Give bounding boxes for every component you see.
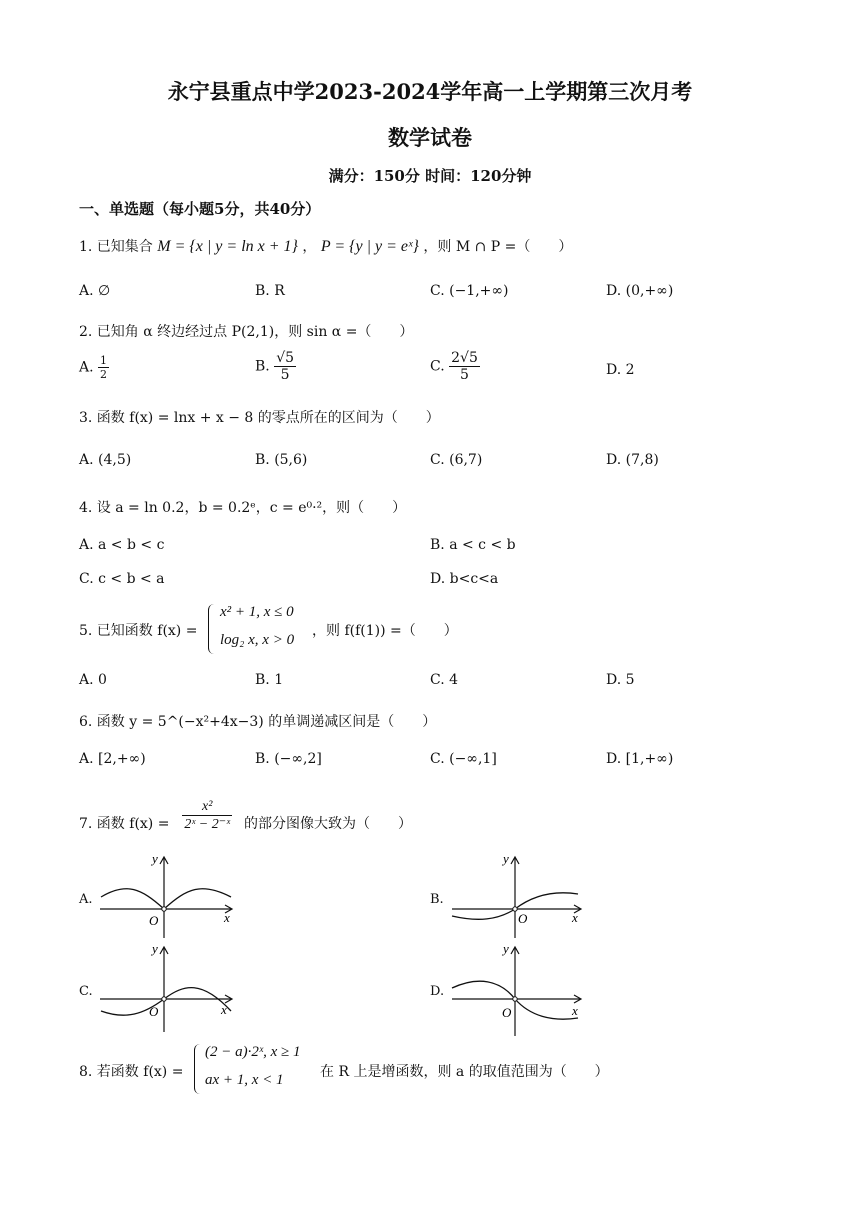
q6-option-a: A. [2,+∞) <box>79 751 146 767</box>
axis-x-label: x <box>221 1002 227 1017</box>
axis-y-label: y <box>503 941 509 956</box>
q5-option-d: D. 5 <box>606 672 635 688</box>
q2-option-b-label: B. <box>255 358 270 375</box>
q6-option-b: B. (−∞,2] <box>255 751 322 767</box>
q1-comma: ， <box>302 239 317 255</box>
q2-option-b-fraction <box>274 350 296 383</box>
q4-option-c: C. c < b < a <box>79 571 165 587</box>
q4-option-d: D. b<c<a <box>430 571 499 587</box>
question-3-stem: 3. 函数 f(x) = lnx + x − 8 的零点所在的区间为（ ） <box>79 410 440 426</box>
q2-c-denominator: 5 <box>460 367 469 383</box>
axis-x-label: x <box>224 910 230 925</box>
q2-option-b <box>255 350 296 383</box>
origin-point <box>513 997 517 1001</box>
q8-case-2: ax + 1, x < 1 <box>205 1072 284 1088</box>
q2-option-a-fraction <box>98 354 109 381</box>
q5-case-1: x² + 1, x ≤ 0 <box>220 604 294 620</box>
q1-stem-a: 1. 已知集合 <box>79 239 153 255</box>
curve-a <box>101 889 231 909</box>
origin-label: O <box>518 911 528 926</box>
q2-b-denominator: 5 <box>280 367 290 383</box>
q2-option-c <box>430 350 480 383</box>
q2-option-c-fraction <box>449 350 480 383</box>
curve-c <box>101 988 231 1016</box>
question-7-stem-b: 的部分图像大致为（ ） <box>244 816 412 832</box>
question-6-stem: 6. 函数 y = 5^(−x²+4x−3) 的单调递减区间是（ ） <box>79 714 437 730</box>
q1-option-d: D. (0,+∞) <box>606 283 674 299</box>
question-8-stem-a: 8. 若函数 f(x) = <box>79 1064 184 1080</box>
axis-y-label: y <box>152 941 158 956</box>
q7-graph-c-label: C. <box>79 984 93 999</box>
q2-option-a <box>79 354 109 381</box>
q2-option-a-label: A. <box>79 359 94 376</box>
q1-set-m: M = {x | y = ln x + 1} <box>157 238 298 255</box>
question-7-stem-a: 7. 函数 f(x) = <box>79 816 170 832</box>
q5-option-a: A. 0 <box>79 672 107 688</box>
origin-label: O <box>149 1004 159 1019</box>
q7-fraction <box>182 799 232 833</box>
q7-graph-d-label: D. <box>430 984 445 999</box>
axis-y-label: y <box>503 851 509 866</box>
q8-case-1: (2 − a)·2ˣ, x ≥ 1 <box>205 1044 301 1060</box>
question-1-stem <box>79 236 572 256</box>
q1-option-c: C. (−1,+∞) <box>430 283 509 299</box>
exam-subject: 数学试卷 <box>388 125 472 150</box>
question-5-stem-b: ，则 f(f(1)) =（ ） <box>312 623 458 639</box>
q3-option-c: C. (6,7) <box>430 452 483 468</box>
origin-label: O <box>149 913 159 928</box>
q8-brace <box>194 1044 203 1094</box>
q1-stem-b: ，则 M ∩ P =（ ） <box>423 239 573 255</box>
q3-option-a: A. (4,5) <box>79 452 132 468</box>
q1-option-a: A. ∅ <box>79 283 111 299</box>
q2-c-numerator: 2√5 <box>451 350 478 366</box>
q7-graph-a-label: A. <box>79 892 93 907</box>
q3-option-b: B. (5,6) <box>255 452 308 468</box>
origin-point <box>513 907 517 911</box>
q1-option-b: B. R <box>255 283 285 299</box>
exam-title: 永宁县重点中学2023-2024学年高一上学期第三次月考 <box>167 79 693 104</box>
q2-option-d: D. 2 <box>606 362 635 378</box>
q5-option-c: C. 4 <box>430 672 459 688</box>
q6-option-c: C. (−∞,1] <box>430 751 497 767</box>
section-title: 一、单选题（每小题5分，共40分） <box>79 200 321 218</box>
q2-a-denominator: 2 <box>100 368 108 381</box>
question-8-stem-b: 在 R 上是增函数，则 a 的取值范围为（ ） <box>320 1064 609 1080</box>
q3-option-d: D. (7,8) <box>606 452 659 468</box>
axis-x-label: x <box>572 910 578 925</box>
q7-graph-d <box>448 940 588 1040</box>
axis-x-label: x <box>572 1003 578 1018</box>
q7-graph-c <box>96 940 241 1035</box>
q4-option-b: B. a < c < b <box>430 537 516 553</box>
q4-option-a: A. a < b < c <box>79 537 165 553</box>
q6-option-d: D. [1,+∞) <box>606 751 674 767</box>
q5-case-2: log₂ x, x > 0 <box>220 632 295 648</box>
q2-a-numerator: 1 <box>100 354 108 367</box>
question-5-stem-a: 5. 已知函数 f(x) = <box>79 623 198 639</box>
question-4-stem: 4. 设 a = ln 0.2，b = 0.2ᵉ，c = e⁰·²，则（ ） <box>79 500 407 516</box>
q7-graph-b-label: B. <box>430 892 444 907</box>
q7-graph-b <box>448 850 588 940</box>
q7-numerator: x² <box>182 799 232 816</box>
q7-graph-a <box>96 850 241 940</box>
axis-y-label: y <box>152 851 158 866</box>
q2-b-numerator: √5 <box>276 350 295 366</box>
origin-point <box>162 997 166 1001</box>
q1-set-p: P = {y | y = eˣ} <box>320 238 419 255</box>
origin-label: O <box>502 1005 512 1020</box>
q7-denominator: 2ˣ − 2⁻ˣ <box>184 817 231 832</box>
question-2-stem: 2. 已知角 α 终边经过点 P(2,1)，则 sin α =（ ） <box>79 324 414 340</box>
exam-meta: 满分：150分 时间：120分钟 <box>328 167 532 185</box>
q2-option-c-label: C. <box>430 358 445 375</box>
q5-option-b: B. 1 <box>255 672 284 688</box>
origin-point <box>162 907 166 911</box>
q5-brace <box>208 604 217 654</box>
